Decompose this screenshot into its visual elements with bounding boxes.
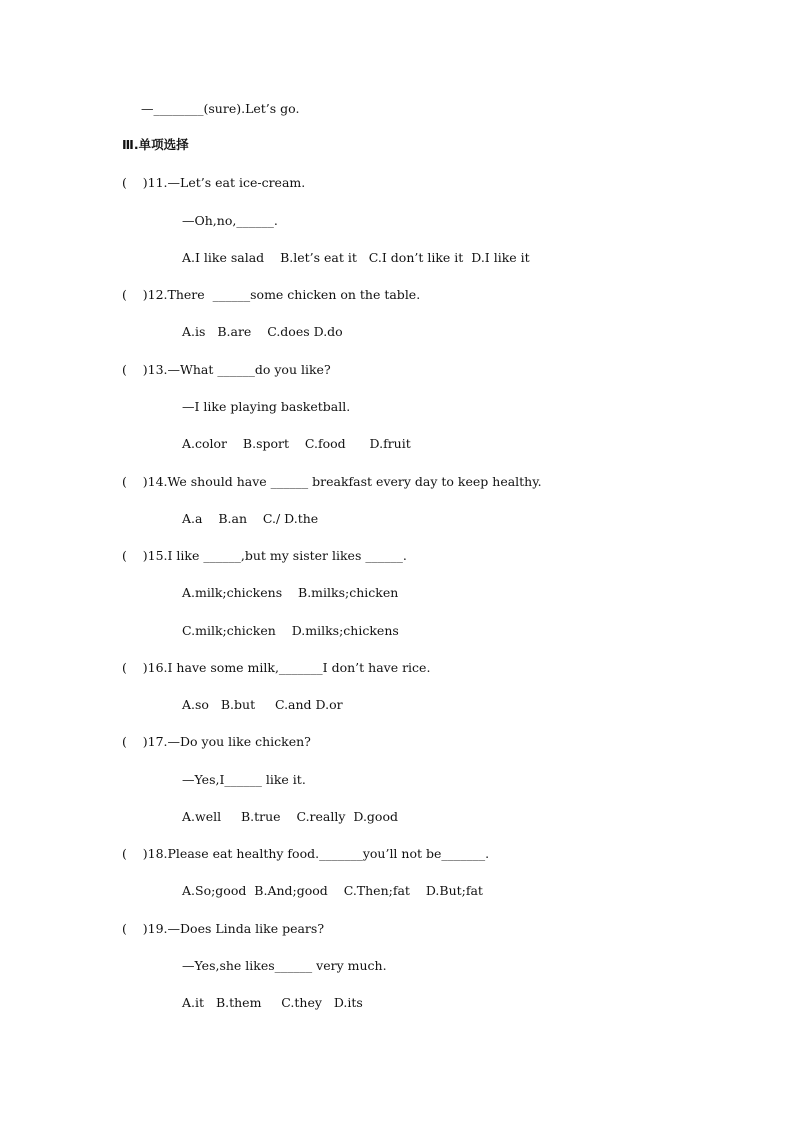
- question-17: ( )17.—Do you like chicken?: [122, 734, 311, 749]
- question-17-reply: —Yes,I______ like it.: [182, 772, 306, 787]
- section-heading: Ⅲ.单项选择: [122, 137, 189, 152]
- question-17-options: A.well B.true C.really D.good: [182, 809, 398, 824]
- question-15: ( )15.I like ______,but my sister likes ______.: [122, 548, 407, 563]
- question-12-options: A.is B.are C.does D.do: [182, 324, 343, 339]
- question-16-options: A.so B.but C.and D.or: [182, 697, 343, 712]
- question-19-options: A.it B.them C.they D.its: [182, 995, 363, 1010]
- question-14-options: A.a B.an C./ D.the: [182, 511, 319, 526]
- question-15-options-ab: A.milk;chickens B.milks;chicken: [182, 585, 399, 600]
- question-12: ( )12.There ______some chicken on the table.: [122, 287, 421, 302]
- question-19: ( )19.—Does Linda like pears?: [122, 921, 325, 936]
- question-11: ( )11.—Let’s eat ice-cream.: [122, 175, 306, 190]
- question-18: ( )18.Please eat healthy food._______you’ll not be_______.: [122, 846, 490, 861]
- question-11-options: A.I like salad B.let’s eat it C.I don’t like it D.I like it: [182, 250, 530, 265]
- question-18-options: A.So;good B.And;good C.Then;fat D.But;fat: [182, 883, 483, 898]
- question-19-reply: —Yes,she likes______ very much.: [182, 958, 387, 973]
- question-11-reply: —Oh,no,______.: [182, 213, 278, 228]
- question-15-options-cd: C.milk;chicken D.milks;chickens: [182, 623, 399, 638]
- question-16: ( )16.I have some milk,_______I don’t have rice.: [122, 660, 431, 675]
- question-13: ( )13.—What ______do you like?: [122, 362, 331, 377]
- question-13-reply: —I like playing basketball.: [182, 399, 351, 414]
- question-13-options: A.color B.sport C.food D.fruit: [182, 436, 411, 451]
- fill-in-line: —________(sure).Let’s go.: [141, 101, 300, 116]
- question-14: ( )14.We should have ______ breakfast every day to keep healthy.: [122, 474, 542, 489]
